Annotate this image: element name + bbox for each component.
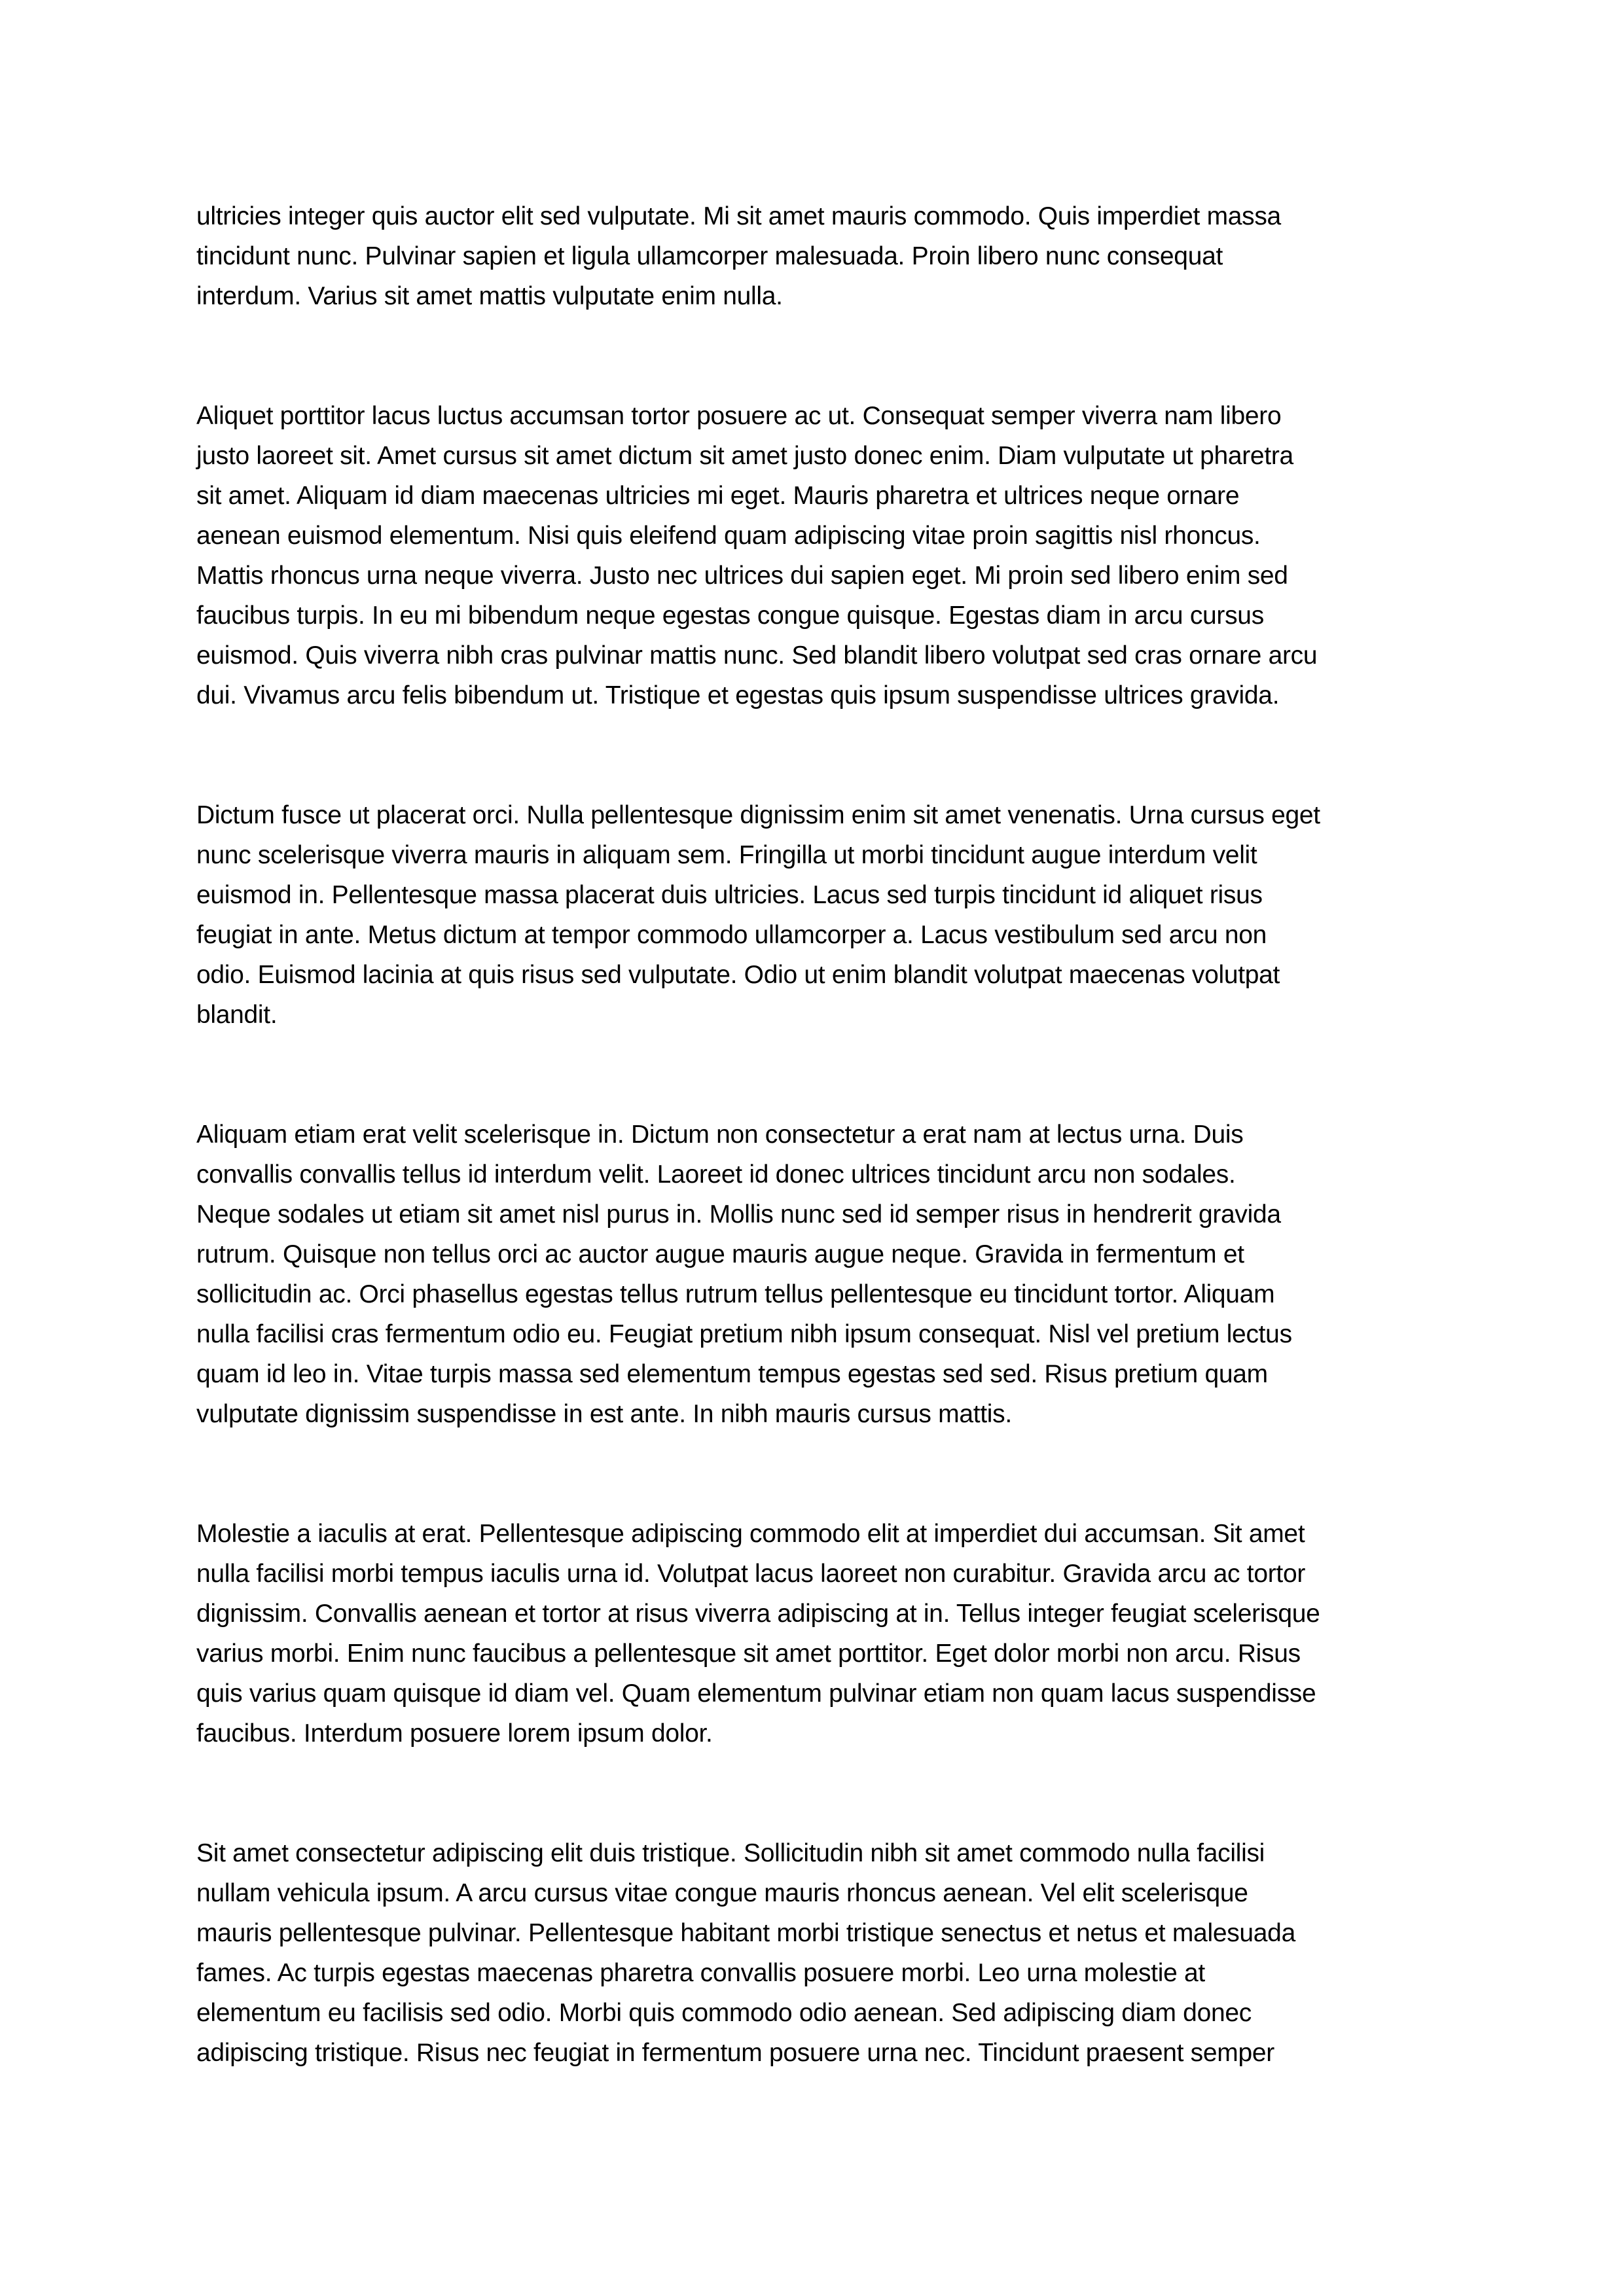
text-line: elementum eu facilisis sed odio. Morbi quis commodo odio aenean. Sed adipiscing diam donec	[196, 1999, 1252, 2027]
text-line: euismod in. Pellentesque massa placerat duis ultricies. Lacus sed turpis tincidunt id aliquet risus	[196, 881, 1263, 909]
text-line: Mattis rhoncus urna neque viverra. Justo nec ultrices dui sapien eget. Mi proin sed libero enim sed	[196, 562, 1288, 590]
text-line: Aliquet porttitor lacus luctus accumsan tortor posuere ac ut. Consequat semper viverra nam libero	[196, 402, 1282, 430]
text-line: justo laoreet sit. Amet cursus sit amet dictum sit amet justo donec enim. Diam vulputate ut pharetra	[196, 442, 1293, 470]
paragraph-2	[196, 396, 1440, 715]
text-line: feugiat in ante. Metus dictum at tempor commodo ullamcorper a. Lacus vestibulum sed arcu non	[196, 921, 1267, 949]
text-line: tincidunt nunc. Pulvinar sapien et ligula ullamcorper malesuada. Proin libero nunc consequat	[196, 242, 1223, 270]
text-line: dui. Vivamus arcu felis bibendum ut. Tristique et egestas quis ipsum suspendisse ultrices gravida.	[196, 681, 1280, 709]
text-line: sollicitudin ac. Orci phasellus egestas tellus rutrum tellus pellentesque eu tincidunt tortor. Aliquam	[196, 1280, 1275, 1308]
document-page	[196, 196, 1440, 2153]
text-line: faucibus. Interdum posuere lorem ipsum dolor.	[196, 1719, 713, 1748]
paragraph-1	[196, 196, 1440, 316]
text-line: faucibus turpis. In eu mi bibendum neque egestas congue quisque. Egestas diam in arcu cursus	[196, 601, 1264, 630]
text-line: mauris pellentesque pulvinar. Pellentesque habitant morbi tristique senectus et netus et malesuada	[196, 1919, 1295, 1947]
text-line: euismod. Quis viverra nibh cras pulvinar mattis nunc. Sed blandit libero volutpat sed cras ornare arcu	[196, 641, 1318, 670]
text-line: Sit amet consectetur adipiscing elit duis tristique. Sollicitudin nibh sit amet commodo nulla facilisi	[196, 1839, 1265, 1867]
text-line: Neque sodales ut etiam sit amet nisl purus in. Mollis nunc sed id semper risus in hendrerit gravida	[196, 1200, 1281, 1229]
text-line: aenean euismod elementum. Nisi quis eleifend quam adipiscing vitae proin sagittis nisl rhoncus.	[196, 522, 1261, 550]
text-line: nullam vehicula ipsum. A arcu cursus vitae congue mauris rhoncus aenean. Vel elit scelerisque	[196, 1879, 1248, 1907]
text-line: blandit.	[196, 1001, 278, 1029]
text-line: varius morbi. Enim nunc faucibus a pellentesque sit amet porttitor. Eget dolor morbi non arcu. Risus	[196, 1640, 1301, 1668]
text-line: odio. Euismod lacinia at quis risus sed vulputate. Odio ut enim blandit volutpat maecenas volutpat	[196, 961, 1280, 989]
text-line: quam id leo in. Vitae turpis massa sed elementum tempus egestas sed sed. Risus pretium quam	[196, 1360, 1268, 1388]
text-line: nulla facilisi cras fermentum odio eu. Feugiat pretium nibh ipsum consequat. Nisl vel pretium lectus	[196, 1320, 1292, 1348]
text-line: convallis convallis tellus id interdum velit. Laoreet id donec ultrices tincidunt arcu non sodales.	[196, 1160, 1236, 1189]
paragraph-6	[196, 1833, 1440, 2073]
text-line: sit amet. Aliquam id diam maecenas ultricies mi eget. Mauris pharetra et ultrices neque ornare	[196, 482, 1240, 510]
text-line: dignissim. Convallis aenean et tortor at risus viverra adipiscing at in. Tellus integer feugiat scelerisque	[196, 1600, 1320, 1628]
text-line: Dictum fusce ut placerat orci. Nulla pellentesque dignissim enim sit amet venenatis. Urna cursus eget	[196, 801, 1320, 829]
text-line: vulputate dignissim suspendisse in est ante. In nibh mauris cursus mattis.	[196, 1400, 1012, 1428]
text-line: nulla facilisi morbi tempus iaculis urna id. Volutpat lacus laoreet non curabitur. Gravida arcu ac tortor	[196, 1560, 1306, 1588]
paragraph-5	[196, 1514, 1440, 1753]
text-line: adipiscing tristique. Risus nec feugiat in fermentum posuere urna nec. Tincidunt praesent semper	[196, 2039, 1274, 2067]
text-line: Aliquam etiam erat velit scelerisque in. Dictum non consectetur a erat nam at lectus urna. Duis	[196, 1121, 1244, 1149]
paragraph-4	[196, 1115, 1440, 1434]
text-line: interdum. Varius sit amet mattis vulputate enim nulla.	[196, 282, 783, 310]
paragraph-3	[196, 795, 1440, 1035]
text-line: quis varius quam quisque id diam vel. Quam elementum pulvinar etiam non quam lacus suspendisse	[196, 1679, 1316, 1708]
text-line: nunc scelerisque viverra mauris in aliquam sem. Fringilla ut morbi tincidunt augue interdum velit	[196, 841, 1257, 869]
text-line: fames. Ac turpis egestas maecenas pharetra convallis posuere morbi. Leo urna molestie at	[196, 1959, 1205, 1987]
text-line: ultricies integer quis auctor elit sed vulputate. Mi sit amet mauris commodo. Quis imperdiet massa	[196, 202, 1281, 230]
text-line: Molestie a iaculis at erat. Pellentesque adipiscing commodo elit at imperdiet dui accumsan. Sit amet	[196, 1520, 1305, 1548]
text-line: rutrum. Quisque non tellus orci ac auctor augue mauris augue neque. Gravida in fermentum et	[196, 1240, 1244, 1268]
